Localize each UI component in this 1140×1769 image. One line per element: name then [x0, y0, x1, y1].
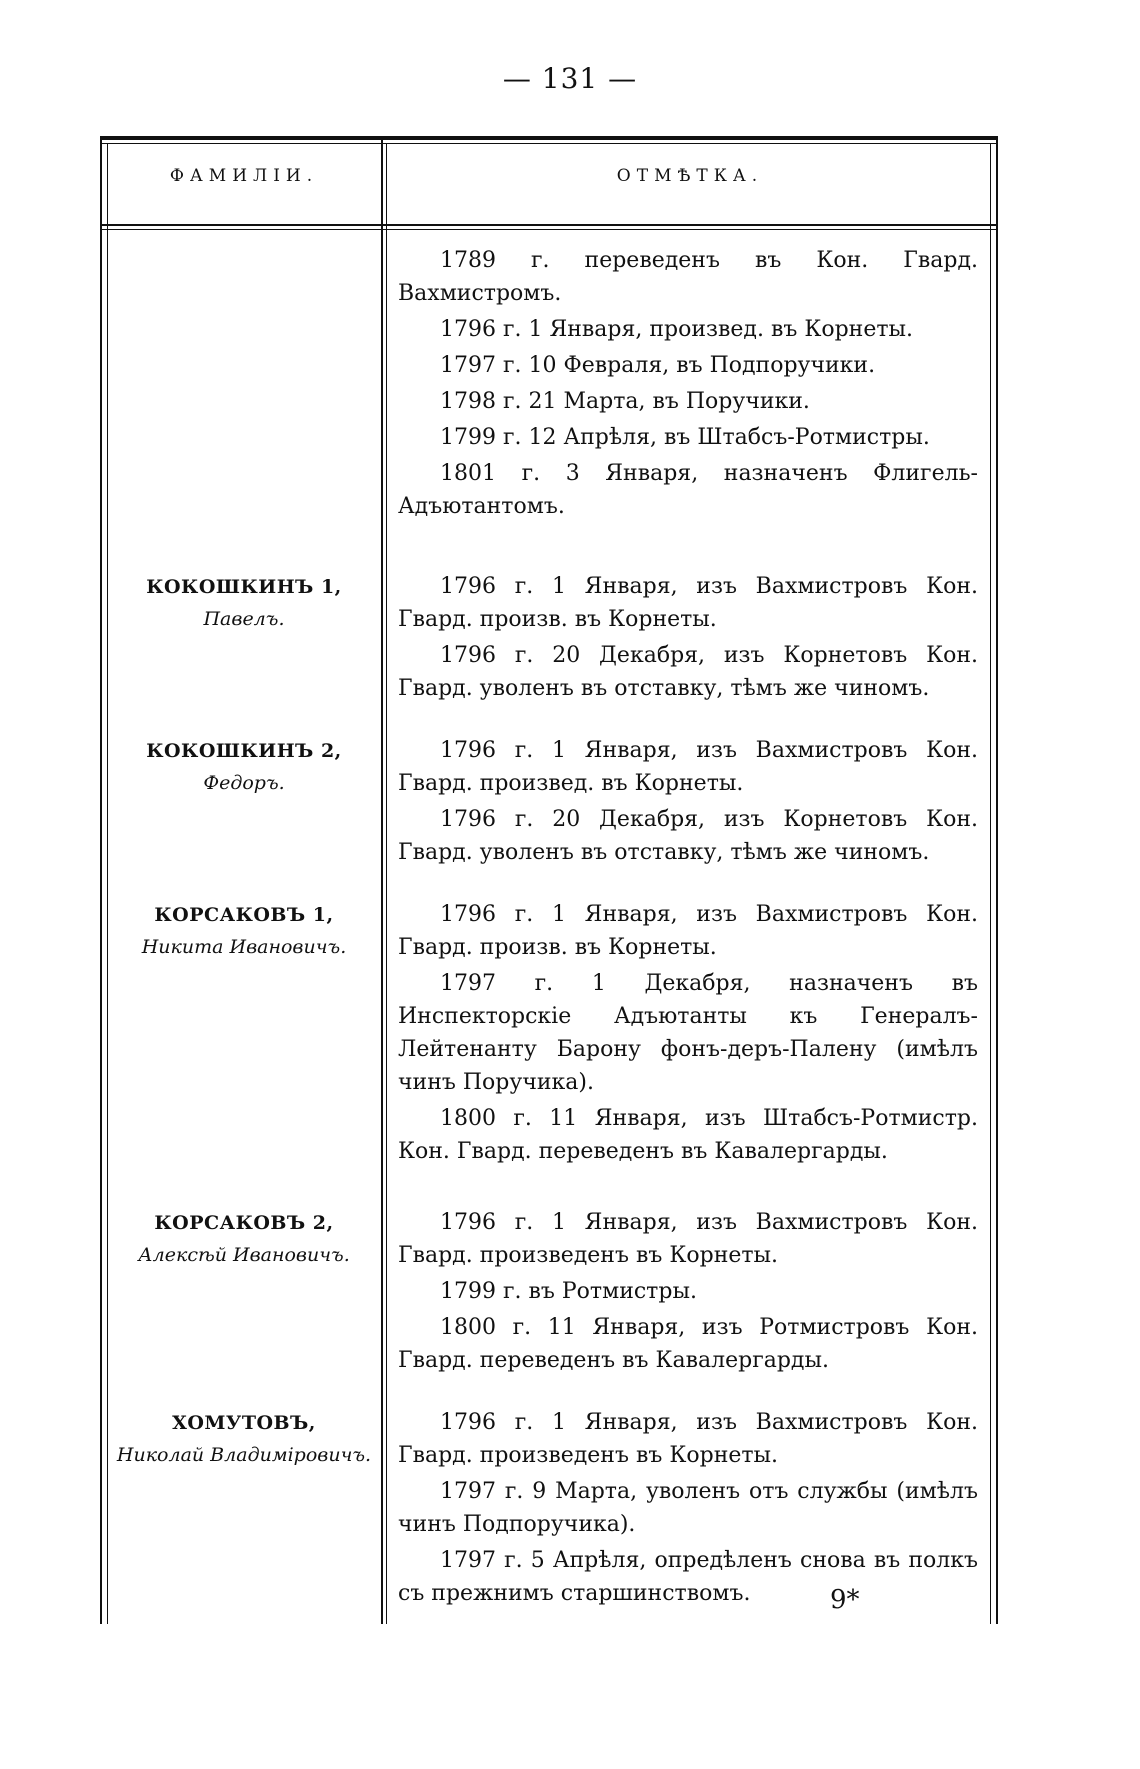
- given-name: Федоръ.: [203, 772, 285, 794]
- service-entry: 1797 г. 10 Февраля, въ Подпоручики.: [440, 353, 876, 378]
- service-entry: 1800 г. 11 Января, изъ Штабсъ-Ротмистр. Кон. Гвард. переведенъ въ Кавалергарды.: [398, 1106, 978, 1164]
- notes-cell: [398, 1406, 978, 1613]
- page-number: — 131 —: [502, 62, 638, 95]
- notes-cell: [398, 734, 978, 872]
- service-entry: 1796 г. 20 Декабря, изъ Корнетовъ Кон. Гвард. уволенъ въ отставку, тѣмъ же чиномъ.: [398, 807, 978, 865]
- table-border-right-inner: [990, 144, 991, 1624]
- service-entry: 1796 г. 1 Января, произвед. въ Корнеты.: [440, 317, 914, 342]
- service-entry: 1796 г. 1 Января, изъ Вахмистровъ Кон. Гвард. произвед. въ Корнеты.: [398, 738, 978, 796]
- header-rule: [100, 224, 998, 226]
- name-cell: [110, 734, 378, 798]
- surname: КОРСАКОВЪ 2,: [154, 1212, 334, 1234]
- service-entry: 1799 г. 12 Апрѣля, въ Штабсъ-Ротмистры.: [440, 425, 930, 450]
- column-header-surnames: ФАМИЛІИ.: [169, 166, 319, 186]
- table-top-rule: [100, 136, 998, 140]
- table-border-right: [996, 136, 998, 1624]
- notes-cell: [398, 898, 978, 1171]
- given-name: Алексѣй Ивановичъ.: [138, 1244, 350, 1266]
- service-entry: 1796 г. 1 Января, изъ Вахмистровъ Кон. Гвард. произв. въ Корнеты.: [398, 902, 978, 960]
- column-divider-inner: [386, 144, 387, 1624]
- column-divider: [381, 136, 383, 1624]
- service-entry: 1797 г. 1 Декабря, назначенъ въ Инспекторскіе Адъютанты къ Генералъ-Лейтенанту Барону фонъ-деръ-Палену (имѣлъ чинъ Поручика).: [398, 971, 978, 1095]
- name-cell: [110, 1206, 378, 1270]
- table-top-rule-inner: [100, 143, 998, 144]
- given-name: Никита Ивановичъ.: [141, 936, 347, 958]
- given-name: Павелъ.: [203, 608, 285, 630]
- service-entry: 1797 г. 9 Марта, уволенъ отъ службы (имѣлъ чинъ Подпоручика).: [398, 1479, 978, 1537]
- name-cell: [110, 898, 378, 962]
- signature-mark: 9*: [830, 1585, 860, 1615]
- notes-cell: [398, 1206, 978, 1380]
- service-entry: 1801 г. 3 Января, назначенъ Флигель-Адъютантомъ.: [398, 461, 978, 519]
- service-entry: 1800 г. 11 Января, изъ Ротмистровъ Кон. Гвард. переведенъ въ Кавалергарды.: [398, 1315, 978, 1373]
- table-border-left: [100, 136, 102, 1624]
- service-entry: 1797 г. 5 Апрѣля, опредѣленъ снова въ полкъ съ прежнимъ старшинствомъ.: [398, 1548, 978, 1606]
- service-entry: 1796 г. 20 Декабря, изъ Корнетовъ Кон. Гвард. уволенъ въ отставку, тѣмъ же чиномъ.: [398, 643, 978, 701]
- service-record-table: [100, 136, 998, 1624]
- table-border-left-inner: [107, 144, 108, 1624]
- column-header-notes: ОТМѢТКА.: [616, 166, 764, 186]
- name-cell: [110, 1406, 378, 1470]
- service-entry: 1798 г. 21 Марта, въ Поручики.: [440, 389, 810, 414]
- service-entry: 1796 г. 1 Января, изъ Вахмистровъ Кон. Гвард. произведенъ въ Корнеты.: [398, 1410, 978, 1468]
- surname: КОРСАКОВЪ 1,: [154, 904, 334, 926]
- surname: ХОМУТОВЪ,: [172, 1412, 316, 1434]
- given-name: Николай Владимiровичъ.: [116, 1444, 372, 1466]
- service-entry: 1796 г. 1 Января, изъ Вахмистровъ Кон. Гвард. произв. въ Корнеты.: [398, 574, 978, 632]
- surname: КОКОШКИНЪ 1,: [146, 576, 342, 598]
- name-cell: [110, 570, 378, 634]
- notes-cell: [398, 244, 978, 526]
- service-entry: 1796 г. 1 Января, изъ Вахмистровъ Кон. Гвард. произведенъ въ Корнеты.: [398, 1210, 978, 1268]
- service-entry: 1799 г. въ Ротмистры.: [440, 1279, 697, 1304]
- service-entry: 1789 г. переведенъ въ Кон. Гвард. Вахмистромъ.: [398, 248, 978, 306]
- header-rule-inner: [100, 229, 998, 230]
- surname: КОКОШКИНЪ 2,: [146, 740, 342, 762]
- notes-cell: [398, 570, 978, 708]
